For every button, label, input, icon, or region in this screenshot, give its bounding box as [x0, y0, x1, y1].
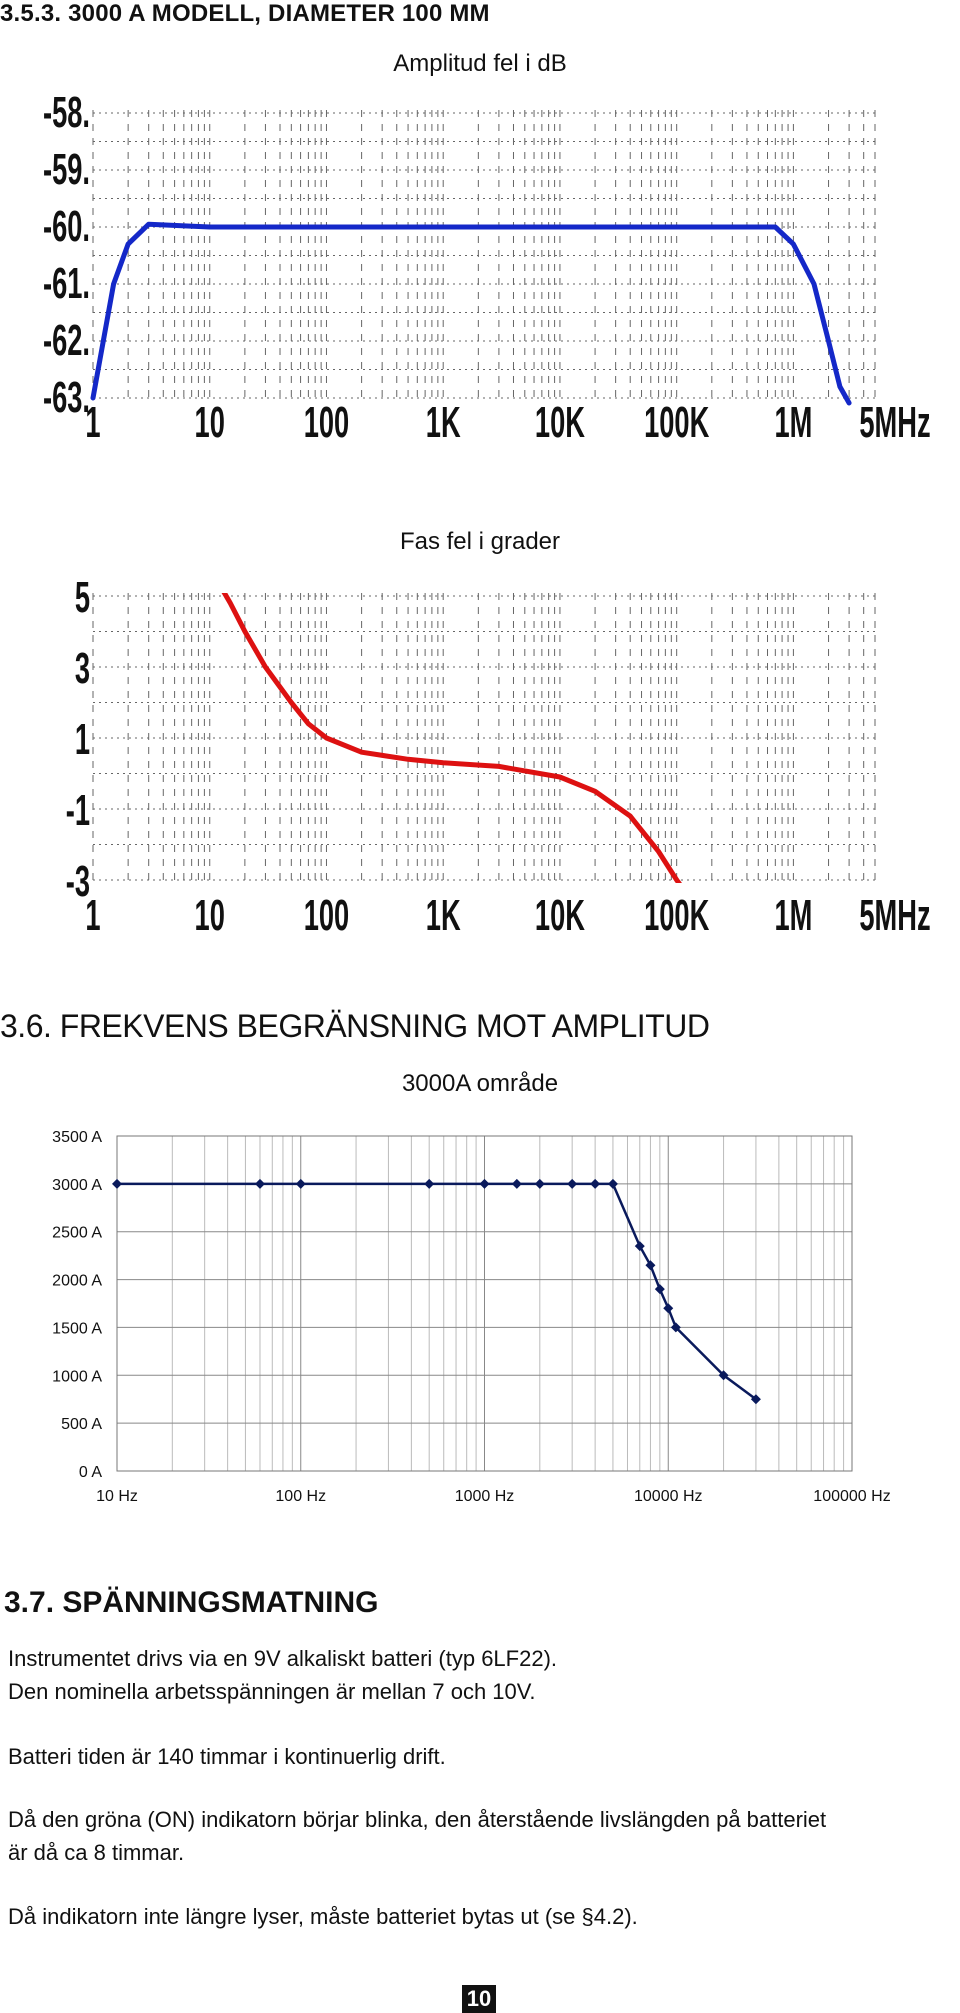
section-heading-37: 3.7. SPÄNNINGSMATNING	[4, 1586, 379, 1619]
data-point-marker	[567, 1179, 577, 1189]
y-tick-label: 3000 A	[52, 1176, 102, 1194]
x-tick-label: 100	[303, 890, 350, 940]
x-tick-label: 100K	[644, 890, 710, 940]
y-tick-label: -60.	[43, 201, 90, 251]
y-tick-label: 3500 A	[52, 1129, 102, 1146]
paragraph-line: är då ca 8 timmar.	[8, 1840, 185, 1865]
page-number: 10	[462, 1985, 496, 2013]
data-point-marker	[535, 1179, 545, 1189]
x-tick-label: 10	[194, 397, 225, 447]
data-point-marker	[112, 1179, 122, 1189]
phase-chart	[0, 575, 960, 945]
x-tick-label: 10K	[534, 397, 585, 447]
y-tick-label: 3	[74, 643, 90, 693]
x-tick-label: 100K	[644, 397, 710, 447]
phase-chart-title: Fas fel i grader	[399, 528, 561, 555]
paragraph-line: Den nominella arbetsspänningen är mellan 7 och 10V.	[8, 1679, 536, 1704]
y-tick-label: 1	[74, 714, 90, 764]
data-point-marker	[480, 1179, 490, 1189]
paragraph-line: Instrumentet drivs via en 9V alkaliskt batteri (typ 6LF22).	[8, 1646, 558, 1671]
y-tick-label: 5	[74, 575, 90, 622]
x-tick-label: 1M	[774, 890, 813, 940]
data-point-marker	[424, 1179, 434, 1189]
y-tick-label: -1	[65, 785, 90, 835]
data-point-marker	[635, 1241, 645, 1251]
section-heading-353: 3.5.3. 3000 A MODELL, DIAMETER 100 MM	[0, 0, 490, 27]
y-tick-label: 1000 A	[52, 1368, 102, 1386]
data-point-marker	[645, 1260, 655, 1270]
data-point-marker	[512, 1179, 522, 1189]
range-chart	[0, 1120, 960, 1520]
y-tick-label: 0 A	[78, 1464, 102, 1481]
x-tick-label: 5MHz	[859, 890, 931, 940]
paragraph-battery-time	[8, 1740, 958, 1773]
range-chart-title: 3000A område	[401, 1070, 559, 1097]
y-tick-label: -61.	[43, 258, 90, 308]
section-heading-36: 3.6. FREKVENS BEGRÄNSNING MOT AMPLITUD	[0, 1008, 710, 1044]
phase-series-line	[210, 575, 698, 908]
paragraph-line: Då indikatorn inte längre lyser, måste batteriet bytas ut (se §4.2).	[8, 1904, 638, 1929]
x-tick-label: 1	[85, 397, 101, 447]
data-point-marker	[655, 1284, 665, 1294]
x-tick-label: 100000 Hz	[813, 1488, 891, 1505]
amplitude-series-line	[93, 224, 849, 403]
y-tick-label: 2500 A	[52, 1224, 102, 1242]
data-point-marker	[296, 1179, 306, 1189]
x-tick-label: 1000 Hz	[454, 1488, 515, 1505]
x-tick-label: 1	[85, 890, 101, 940]
amplitude-chart-title: Amplitud fel i dB	[393, 50, 567, 77]
x-tick-label: 1M	[774, 397, 813, 447]
y-tick-label: -62.	[43, 315, 90, 365]
paragraph-line: Då den gröna (ON) indikatorn börjar blinka, den återstående livslängden på batteriet	[8, 1807, 827, 1832]
amplitude-chart	[0, 75, 960, 455]
x-tick-label: 10K	[534, 890, 585, 940]
data-point-marker	[663, 1303, 673, 1313]
y-tick-label: 500 A	[61, 1416, 102, 1434]
x-tick-label: 100 Hz	[275, 1488, 327, 1505]
paragraph-supply	[8, 1642, 958, 1708]
y-tick-label: -59.	[43, 144, 90, 194]
y-tick-label: -58.	[43, 87, 90, 137]
data-point-marker	[255, 1179, 265, 1189]
x-tick-label: 10000 Hz	[634, 1488, 703, 1505]
x-tick-label: 10 Hz	[96, 1488, 138, 1505]
paragraph-indicator-off	[8, 1900, 958, 1933]
paragraph-line: Batteri tiden är 140 timmar i kontinuerlig drift.	[8, 1744, 446, 1769]
x-tick-label: 100	[303, 397, 350, 447]
x-tick-label: 1K	[425, 890, 461, 940]
paragraph-indicator-blink	[8, 1803, 958, 1869]
y-tick-label: 2000 A	[52, 1272, 102, 1290]
x-tick-label: 1K	[425, 397, 461, 447]
y-tick-label: 1500 A	[52, 1320, 102, 1338]
data-point-marker	[608, 1179, 618, 1189]
y-tick-label: -63.	[43, 372, 90, 422]
y-tick-label: -3	[65, 856, 90, 906]
x-tick-label: 5MHz	[859, 397, 931, 447]
x-tick-label: 10	[194, 890, 225, 940]
data-point-marker	[590, 1179, 600, 1189]
